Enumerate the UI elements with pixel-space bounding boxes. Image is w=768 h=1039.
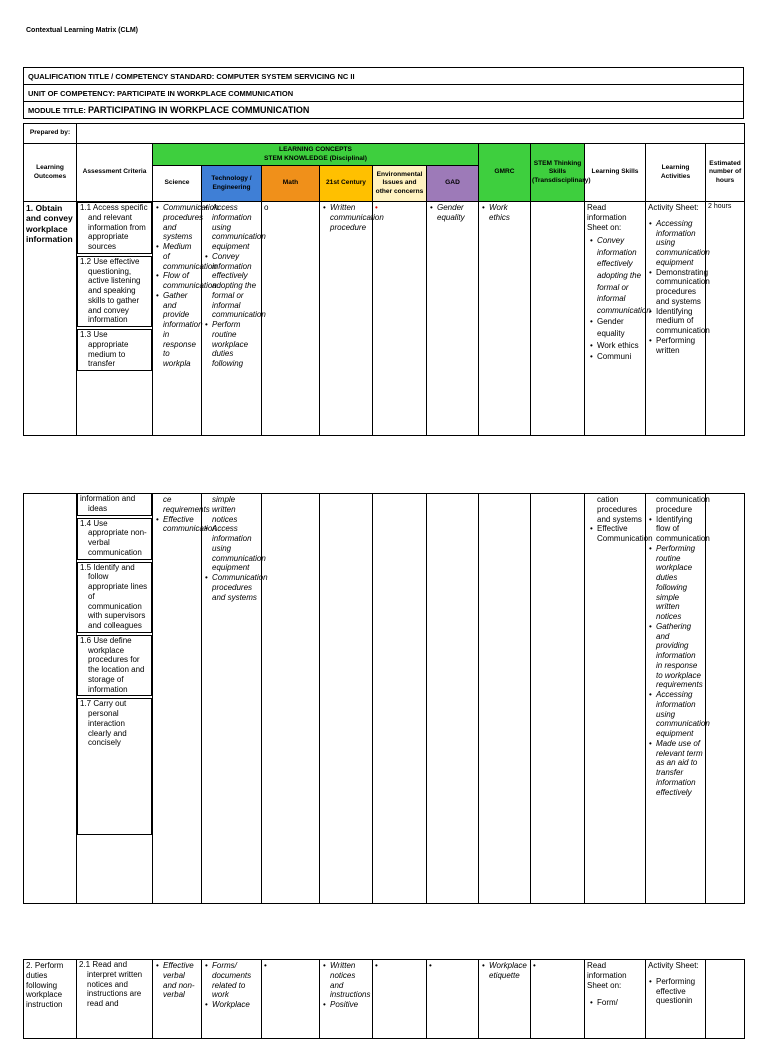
- stem-thinking-cell: [531, 202, 585, 436]
- clm-table-page1: [23, 123, 745, 436]
- criterion-continued: information and ideas: [77, 494, 152, 516]
- activities-continued: communication procedure: [656, 495, 710, 514]
- technology-item: • Perform routine workplace duties following: [212, 320, 259, 369]
- activity-item: • Performing routine workplace duties following simple written notices: [656, 544, 703, 622]
- col-assessment-criteria: Assessment Criteria: [77, 144, 153, 202]
- math-cell: [262, 494, 320, 904]
- century21-item: • Positive: [330, 1000, 370, 1010]
- learning-concepts-label: LEARNING CONCEPTS: [279, 146, 352, 154]
- activity-item: • Gathering and providing information in response to workplace requirements: [656, 622, 703, 690]
- col-learning-activities: Learning Activities: [646, 144, 706, 202]
- science-item: • Effective verbal and non-verbal: [163, 961, 199, 1000]
- col-math: Math: [262, 166, 320, 202]
- col-21st-century: 21st Century: [320, 166, 373, 202]
- skill-item: • Work ethics: [597, 340, 643, 352]
- col-environmental: Environmental Issues and other concerns: [373, 166, 427, 202]
- skills-intro: Read information Sheet on:: [587, 203, 627, 232]
- criterion-1-5: 1.5 Identify and follow appropriate lines of communication with supervisors and colleagues: [77, 562, 152, 633]
- module-row: [23, 101, 744, 119]
- science-item: • Effective communication: [163, 515, 199, 535]
- col-learning-concepts: [153, 144, 479, 166]
- skill-item: • Form/: [597, 998, 643, 1008]
- technology-item: • Workplace: [212, 1000, 259, 1010]
- century21-cell: [320, 494, 373, 904]
- module-title: PARTICIPATING IN WORKPLACE COMMUNICATION: [88, 105, 310, 115]
- technology-item: • Access information using communication equipment: [212, 203, 259, 252]
- skill-item: • Convey information effectively adopting the formal or informal communication: [597, 235, 643, 316]
- gmrc-item: • Workplace etiquette: [489, 961, 528, 981]
- skills-intro: Read information Sheet on:: [587, 961, 627, 990]
- science-item: • Communication procedures and systems: [163, 203, 199, 242]
- criterion-2-1: 2.1 Read and interpret written notices and instructions are read and: [79, 960, 143, 1008]
- technology-item: • Communication procedures and systems: [212, 573, 259, 602]
- module-label: MODULE TITLE:: [28, 105, 86, 115]
- skill-item: • Effective Communication: [597, 524, 643, 544]
- prepared-by-label: Prepared by:: [24, 124, 77, 144]
- activity-item: • Performing effective questionin: [656, 977, 703, 1006]
- learning-outcome-1: 1. Obtain and convey workplace information: [26, 203, 73, 245]
- science-item: • Gather and provide information in response to workpla: [163, 291, 199, 369]
- estimated-hours-cell: [706, 960, 745, 1039]
- estimated-hours-cell: [706, 494, 745, 904]
- activity-item: • Identifying flow of communication: [656, 515, 703, 544]
- col-learning-outcomes: Learning Outcomes: [24, 144, 77, 202]
- science-item: • Flow of communication: [163, 271, 199, 291]
- col-estimated-hours: Estimated number of hours: [706, 144, 745, 202]
- science-item: • Medium of communication: [163, 242, 199, 271]
- gmrc-cell: [479, 494, 531, 904]
- col-gad: GAD: [427, 166, 479, 202]
- col-technology: Technology / Engineering: [202, 166, 262, 202]
- qualification-row: [23, 67, 744, 85]
- technology-item: • Access information using communication equipment: [212, 524, 259, 573]
- qualification-title: QUALIFICATION TITLE / COMPETENCY STANDARD: COMPUTER SYSTEM SERVICING NC II: [28, 71, 355, 81]
- col-science: Science: [153, 166, 202, 202]
- learning-outcome-cell: [24, 494, 77, 904]
- unit-row: [23, 84, 744, 102]
- technology-continued: simple written notices: [212, 495, 238, 524]
- environmental-bullet: •: [375, 203, 378, 212]
- century21-item: • Written communication procedure: [330, 203, 370, 232]
- activity-item: • Identifying medium of communication: [656, 307, 703, 336]
- learning-outcome-2: 2. Perform duties following workplace instruction: [26, 961, 64, 1009]
- stem-thinking-cell: [531, 494, 585, 904]
- col-gmrc: GMRC: [479, 144, 531, 202]
- criterion-1-3: 1.3 Use appropriate medium to transfer: [77, 329, 152, 371]
- criterion-1-4: 1.4 Use appropriate non-verbal communication: [77, 518, 152, 560]
- col-stem-thinking: STEM Thinking Skills (Transdisciplinary): [531, 144, 585, 202]
- activity-item: • Made use of relevant term as an aid to transfer information effectively: [656, 739, 703, 798]
- gad-bullet: •: [429, 961, 432, 970]
- activity-item: • Accessing information using communication equipment: [656, 690, 703, 739]
- criterion-1-2: 1.2 Use effective questioning, active listening and speaking skills to gather and convey information: [77, 256, 152, 327]
- science-continued: ce requirements: [163, 495, 210, 514]
- gad-item: • Gender equality: [437, 203, 476, 223]
- gad-cell: [427, 494, 479, 904]
- gmrc-item: • Work ethics: [489, 203, 528, 223]
- technology-item: • Convey information effectively adopting the formal or informal communication: [212, 252, 259, 320]
- clm-table-page2: [23, 493, 745, 904]
- col-learning-skills: Learning Skills: [585, 144, 646, 202]
- stem-knowledge-label: STEM KNOWLEDGE (Disciplinal): [264, 154, 367, 162]
- skills-continued: cation procedures and systems: [597, 495, 642, 524]
- criterion-1-7: 1.7 Carry out personal interaction clearly and concisely: [77, 698, 152, 835]
- environmental-bullet: •: [375, 961, 378, 970]
- estimated-hours-value: 2 hours: [706, 202, 745, 436]
- prepared-by-value: [77, 124, 745, 144]
- environmental-cell: [373, 494, 427, 904]
- stem-thinking-bullet: •: [533, 961, 536, 970]
- technology-item: • Forms/ documents related to work: [212, 961, 259, 1000]
- criterion-1-1: 1.1 Access specific and relevant information from appropriate sources: [77, 202, 152, 254]
- criterion-1-6: 1.6 Use define workplace procedures for the location and storage of information: [77, 635, 152, 697]
- clm-table-page3: [23, 959, 745, 1039]
- century21-item: • Written notices and instructions: [330, 961, 370, 1000]
- document-title: Contextual Learning Matrix (CLM): [26, 27, 139, 34]
- math-bullet: •: [264, 961, 267, 970]
- math-item: o: [264, 203, 269, 212]
- skill-item: • Gender equality: [597, 316, 643, 339]
- activities-intro: Activity Sheet:: [648, 961, 699, 970]
- unit-of-competency: UNIT OF COMPETENCY: PARTICIPATE IN WORKPLACE COMMUNICATION: [28, 88, 294, 98]
- activity-item: • Performing written: [656, 336, 703, 356]
- activity-item: • Accessing information using communication equipment: [656, 219, 703, 268]
- activity-item: • Demonstrating communication procedures and systems: [656, 268, 703, 307]
- skill-item: • Communi: [597, 351, 643, 363]
- activities-intro: Activity Sheet:: [648, 203, 699, 212]
